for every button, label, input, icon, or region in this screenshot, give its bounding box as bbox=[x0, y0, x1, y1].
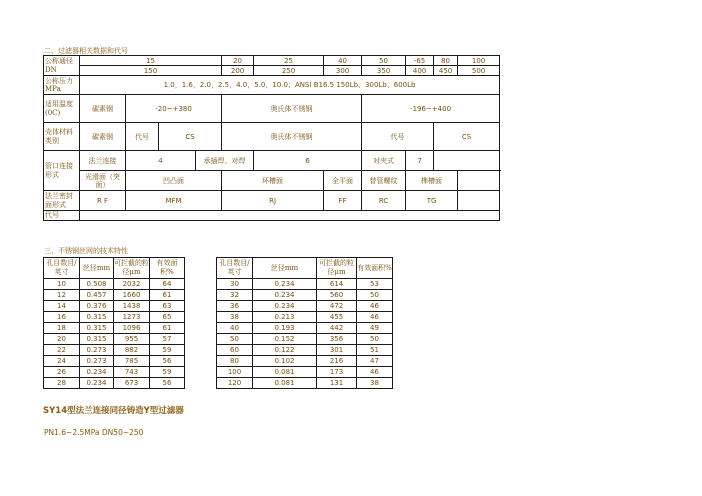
mesh-header: 有效面积% bbox=[150, 258, 185, 279]
table-cell: 442 bbox=[317, 323, 357, 334]
connection-flange-code: 4 bbox=[126, 151, 196, 171]
dn-value: 25 bbox=[254, 56, 324, 66]
face-ring: 环槽面 bbox=[222, 171, 324, 191]
face-row bbox=[44, 171, 500, 191]
face-tongue: 榫槽面 bbox=[406, 171, 458, 191]
table-cell: 955 bbox=[114, 334, 150, 345]
table-cell: 216 bbox=[317, 356, 357, 367]
dn-value: 300 bbox=[324, 66, 362, 76]
table-cell: 57 bbox=[150, 334, 185, 345]
seal-ff: FF bbox=[324, 191, 362, 211]
table-cell: 56 bbox=[150, 356, 185, 367]
table-cell: 26 bbox=[44, 367, 80, 378]
dn-row-1 bbox=[44, 56, 500, 66]
dn-value: -65 bbox=[406, 56, 434, 66]
table-row bbox=[217, 367, 393, 378]
table-cell: 61 bbox=[150, 323, 185, 334]
product-spec: PN1.6~2.5MPa DN50~250 bbox=[44, 428, 144, 437]
table-cell: 301 bbox=[317, 345, 357, 356]
table-cell: 50 bbox=[357, 290, 393, 301]
dn-value: 80 bbox=[434, 56, 458, 66]
table-cell: 30 bbox=[217, 279, 253, 290]
table-cell: 0.315 bbox=[80, 323, 114, 334]
table-cell: 18 bbox=[44, 323, 80, 334]
table-cell: 51 bbox=[357, 345, 393, 356]
table-cell: 38 bbox=[357, 378, 393, 389]
table-row bbox=[44, 378, 185, 389]
material-carbon: 碳素钢 bbox=[80, 123, 126, 151]
face-concave: 凹凸面 bbox=[126, 171, 222, 191]
temp-austenitic: 奥氏体不锈钢 bbox=[222, 95, 362, 123]
table-cell: 47 bbox=[357, 356, 393, 367]
code-row bbox=[44, 211, 500, 221]
table-cell: 472 bbox=[317, 301, 357, 312]
dn-value: 350 bbox=[362, 66, 406, 76]
mesh-header: 丝径mm bbox=[80, 258, 114, 279]
table-cell: 0.122 bbox=[253, 345, 317, 356]
mesh-header: 可拦截的粒径μm bbox=[114, 258, 150, 279]
table-cell: 785 bbox=[114, 356, 150, 367]
table-cell: 24 bbox=[44, 356, 80, 367]
seal-label: 法兰密封面形式 bbox=[44, 191, 80, 211]
table-cell: 0.376 bbox=[80, 301, 114, 312]
table-cell: 59 bbox=[150, 345, 185, 356]
temp-row bbox=[44, 95, 500, 123]
table-cell: 0.193 bbox=[253, 323, 317, 334]
table-cell: 16 bbox=[44, 312, 80, 323]
table-cell: 46 bbox=[357, 312, 393, 323]
pn-label: 公称压力MPa bbox=[44, 76, 80, 95]
material-austenitic: 奥氏体不锈钢 bbox=[222, 123, 362, 151]
table-cell: 20 bbox=[44, 334, 80, 345]
dn-value: 150 bbox=[80, 66, 222, 76]
table-row bbox=[217, 356, 393, 367]
material-austenitic-code: CS bbox=[434, 123, 500, 151]
material-carbon-code: CS bbox=[159, 123, 222, 151]
connection-flange: 法兰连接 bbox=[80, 151, 126, 171]
table-cell: 0.315 bbox=[80, 312, 114, 323]
dn-value: 50 bbox=[362, 56, 406, 66]
table-cell: 0.081 bbox=[253, 378, 317, 389]
table-cell: 64 bbox=[150, 279, 185, 290]
material-code-label: 代号 bbox=[126, 123, 159, 151]
seal-rf: R F bbox=[80, 191, 126, 211]
table-cell: 100 bbox=[217, 367, 253, 378]
table-row bbox=[44, 367, 185, 378]
dn-value: 500 bbox=[458, 66, 500, 76]
dn-value: 450 bbox=[434, 66, 458, 76]
table-row bbox=[44, 345, 185, 356]
table-row bbox=[217, 334, 393, 345]
dn-value: 400 bbox=[406, 66, 434, 76]
dn-value: 40 bbox=[324, 56, 362, 66]
table-cell: 12 bbox=[44, 290, 80, 301]
pn-row bbox=[44, 76, 500, 95]
table-cell: 0.508 bbox=[80, 279, 114, 290]
mesh-header-row bbox=[44, 258, 185, 279]
table-row bbox=[44, 356, 185, 367]
dn-row-2 bbox=[44, 66, 500, 76]
table-row bbox=[44, 290, 185, 301]
table-row bbox=[217, 312, 393, 323]
table-cell: 0.457 bbox=[80, 290, 114, 301]
table-cell: 61 bbox=[150, 290, 185, 301]
material-code-label-2: 代号 bbox=[362, 123, 434, 151]
table-row bbox=[217, 290, 393, 301]
table-cell: 0.234 bbox=[80, 367, 114, 378]
table-cell: 0.152 bbox=[253, 334, 317, 345]
table-cell: 560 bbox=[317, 290, 357, 301]
table-cell: 28 bbox=[44, 378, 80, 389]
table-cell: 80 bbox=[217, 356, 253, 367]
dn-value: 250 bbox=[254, 66, 324, 76]
table-cell: 0.234 bbox=[253, 301, 317, 312]
mesh-header-row bbox=[217, 258, 393, 279]
face-empty bbox=[458, 171, 500, 191]
mesh-table-right bbox=[216, 257, 393, 389]
mesh-header: 孔目数目/英寸 bbox=[44, 258, 80, 279]
table-row bbox=[44, 279, 185, 290]
table-cell: 356 bbox=[317, 334, 357, 345]
table-row bbox=[44, 312, 185, 323]
table-cell: 46 bbox=[357, 301, 393, 312]
table-cell: 120 bbox=[217, 378, 253, 389]
temp-carbon-range: -20~+380 bbox=[126, 95, 222, 123]
table-cell: 32 bbox=[217, 290, 253, 301]
seal-row bbox=[44, 191, 500, 211]
table-cell: 65 bbox=[150, 312, 185, 323]
mesh-header: 有效面积% bbox=[357, 258, 393, 279]
table-cell: 49 bbox=[357, 323, 393, 334]
code-label: 代号 bbox=[44, 211, 80, 221]
table-cell: 455 bbox=[317, 312, 357, 323]
pn-value: 1.0，1.6，2.0，2.5，4.0，5.0，10.0；ANSI B16.5 150Lb、300Lb、600Lb bbox=[80, 76, 500, 95]
table-cell: 50 bbox=[357, 334, 393, 345]
table-cell: 1660 bbox=[114, 290, 150, 301]
face-smooth: 光滑面（突面） bbox=[80, 171, 126, 191]
table-cell: 0.315 bbox=[80, 334, 114, 345]
table-cell: 10 bbox=[44, 279, 80, 290]
table-cell: 0.273 bbox=[80, 356, 114, 367]
dn-value: 15 bbox=[80, 56, 222, 66]
material-row bbox=[44, 123, 500, 151]
table-row bbox=[217, 301, 393, 312]
section-heading-filter-data: 二、过滤器相关数据和代号 bbox=[44, 47, 128, 55]
product-title: SY14型法兰连接同径铸造Y型过滤器 bbox=[43, 406, 184, 416]
table-cell: 1438 bbox=[114, 301, 150, 312]
mesh-header: 可拦截的粒径μm bbox=[317, 258, 357, 279]
dn-value: 200 bbox=[222, 66, 254, 76]
table-cell: 46 bbox=[357, 367, 393, 378]
connection-weld: 承插焊、对焊 bbox=[196, 151, 254, 171]
table-cell: 22 bbox=[44, 345, 80, 356]
table-cell: 38 bbox=[217, 312, 253, 323]
table-cell: 0.102 bbox=[253, 356, 317, 367]
table-row bbox=[217, 378, 393, 389]
table-cell: 0.213 bbox=[253, 312, 317, 323]
table-cell: 1096 bbox=[114, 323, 150, 334]
connection-row bbox=[44, 151, 500, 171]
table-cell: 59 bbox=[150, 367, 185, 378]
dn-value: 100 bbox=[458, 56, 500, 66]
connection-clamp-code: 7 bbox=[406, 151, 434, 171]
table-cell: 2032 bbox=[114, 279, 150, 290]
connection-label: 管口连接形式 bbox=[44, 151, 80, 191]
table-cell: 743 bbox=[114, 367, 150, 378]
table-row bbox=[44, 323, 185, 334]
table-row bbox=[217, 279, 393, 290]
temp-austenitic-range: -196~+400 bbox=[362, 95, 500, 123]
seal-mfm: MFM bbox=[126, 191, 222, 211]
table-cell: 0.234 bbox=[253, 279, 317, 290]
mesh-table-left bbox=[43, 257, 185, 389]
table-cell: 36 bbox=[217, 301, 253, 312]
seal-rc: RC bbox=[362, 191, 406, 211]
temp-label: 适用温度(0C) bbox=[44, 95, 80, 123]
dn-label: 公称通径DN bbox=[44, 56, 80, 76]
mesh-header: 孔目数目/英寸 bbox=[217, 258, 253, 279]
table-cell: 53 bbox=[357, 279, 393, 290]
table-cell: 0.234 bbox=[80, 378, 114, 389]
table-cell: 60 bbox=[217, 345, 253, 356]
table-cell: 0.273 bbox=[80, 345, 114, 356]
table-row bbox=[217, 345, 393, 356]
table-cell: 50 bbox=[217, 334, 253, 345]
mesh-header: 丝径mm bbox=[253, 258, 317, 279]
table-cell: 0.234 bbox=[253, 290, 317, 301]
table-row bbox=[217, 323, 393, 334]
face-full: 全平面 bbox=[324, 171, 362, 191]
seal-empty bbox=[458, 191, 500, 211]
table-row bbox=[44, 334, 185, 345]
table-cell: 173 bbox=[317, 367, 357, 378]
table-cell: 131 bbox=[317, 378, 357, 389]
table-cell: 882 bbox=[114, 345, 150, 356]
section-heading-mesh: 三、不锈钢丝网的技术特性 bbox=[44, 247, 128, 255]
table-cell: 614 bbox=[317, 279, 357, 290]
seal-tg: TG bbox=[406, 191, 458, 211]
face-thread: 替管螺纹 bbox=[362, 171, 406, 191]
filter-spec-table bbox=[43, 55, 500, 221]
table-cell: 63 bbox=[150, 301, 185, 312]
table-cell: 14 bbox=[44, 301, 80, 312]
table-row bbox=[44, 301, 185, 312]
connection-weld-code: 6 bbox=[254, 151, 362, 171]
material-label: 壳体材料类别 bbox=[44, 123, 80, 151]
dn-value: 20 bbox=[222, 56, 254, 66]
seal-rj: RJ bbox=[222, 191, 324, 211]
table-cell: 1273 bbox=[114, 312, 150, 323]
table-cell: 56 bbox=[150, 378, 185, 389]
table-cell: 0.081 bbox=[253, 367, 317, 378]
connection-clamp: 对夹式 bbox=[362, 151, 406, 171]
temp-carbon: 碳素钢 bbox=[80, 95, 126, 123]
code-empty bbox=[80, 211, 500, 221]
connection-empty bbox=[434, 151, 500, 171]
table-cell: 40 bbox=[217, 323, 253, 334]
table-cell: 673 bbox=[114, 378, 150, 389]
